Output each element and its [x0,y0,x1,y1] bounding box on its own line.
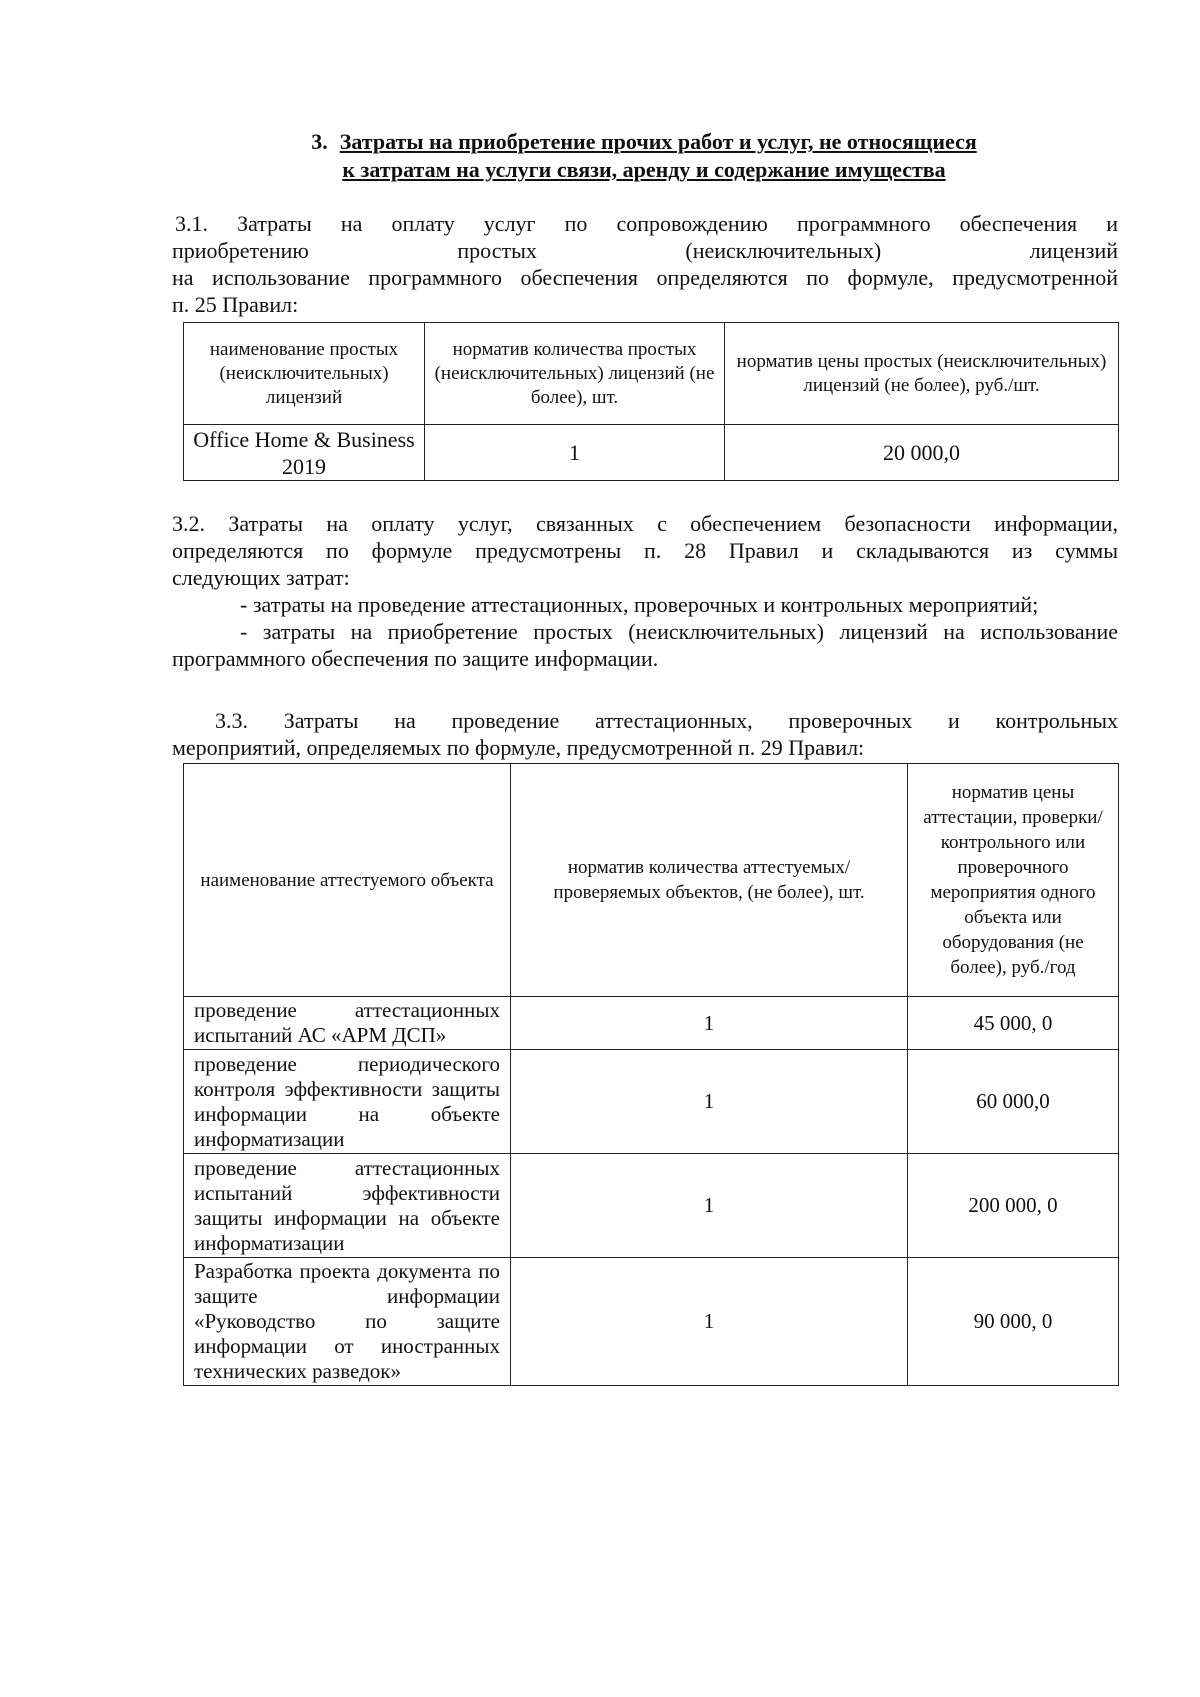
table-row [184,1050,1119,1154]
p31-line4: п. 25 Правил: [172,292,299,317]
p32-bullet2: - затраты на приобретение простых (неисключительных) лицензий на использование [240,619,1118,644]
table-row [184,425,1119,481]
object-qty: 1 [511,1258,908,1386]
object-qty: 1 [511,997,908,1050]
paragraph-3-1 [172,210,1118,318]
object-price: 200 000, 0 [908,1154,1119,1258]
license-name: Office Home & Business 2019 [184,425,425,481]
table-header-row [184,323,1119,425]
p31-line3: на использование программного обеспечения определяются по формуле, предусмотренной [172,265,1118,290]
p31-line1: 3.1. Затраты на оплату услуг по сопровождению программного обеспечения и [175,211,1118,236]
object-price: 60 000,0 [908,1050,1119,1154]
object-name: проведение аттестационных испытаний эффективности защиты информации на объекте информатизации [184,1154,511,1258]
heading-line-2: к затратам на услуги связи, аренду и содержание имущества [342,157,946,182]
object-qty: 1 [511,1050,908,1154]
object-name: проведение аттестационных испытаний АС «АРМ ДСП» [184,997,511,1050]
section-heading [170,128,1118,184]
license-price: 20 000,0 [725,425,1119,481]
p32-bullet1: - затраты на проведение аттестационных, проверочных и контрольных мероприятий; [240,592,1039,617]
object-name: проведение периодического контроля эффективности защиты информации на объекте информатизации [184,1050,511,1154]
heading-title-1: Затраты на приобретение прочих работ и услуг, не относящиеся [339,129,977,154]
header-object-qty: норматив количества аттестуемых/ проверяемых объектов, (не более), шт. [511,764,908,997]
header-object-name: наименование аттестуемого объекта [184,764,511,997]
heading-line-1 [170,128,1118,156]
p31-line2: приобретению простых (неисключительных) лицензий [172,238,1118,263]
paragraph-3-3 [172,707,1118,761]
table-row [184,997,1119,1050]
p32-line2: определяются по формуле предусмотрены п. 28 Правил и складываются из суммы [172,538,1118,563]
table-row [184,1258,1119,1386]
p32-line4: программного обеспечения по защите информации. [172,646,659,671]
object-price: 90 000, 0 [908,1258,1119,1386]
object-price: 45 000, 0 [908,997,1119,1050]
object-qty: 1 [511,1154,908,1258]
paragraph-3-2 [172,510,1118,672]
p33-line2: мероприятий, определяемых по формуле, предусмотренной п. 29 Правил: [172,735,865,760]
license-qty: 1 [425,425,725,481]
table-header-row [184,764,1119,997]
header-license-name: наименование простых (неисключительных) лицензий [184,323,425,425]
header-license-qty: норматив количества простых (неисключительных) лицензий (не более), шт. [425,323,725,425]
p32-line3: следующих затрат: [172,565,350,590]
licenses-table [183,322,1119,481]
object-name: Разработка проекта документа по защите информации «Руководство по защите информации от иностранных технических разведок» [184,1258,511,1386]
header-license-price: норматив цены простых (неисключительных) лицензий (не более), руб./шт. [725,323,1119,425]
p32-line1: 3.2. Затраты на оплату услуг, связанных с обеспечением безопасности информации, [172,511,1118,536]
attestation-table [183,763,1119,1386]
section-number: 3. [311,129,328,154]
p33-line1: 3.3. Затраты на проведение аттестационных, проверочных и контрольных [215,708,1118,733]
table-row [184,1154,1119,1258]
header-object-price: норматив цены аттестации, проверки/ контрольного или проверочного мероприятия одного объекта или оборудования (не более), руб./год [908,764,1119,997]
